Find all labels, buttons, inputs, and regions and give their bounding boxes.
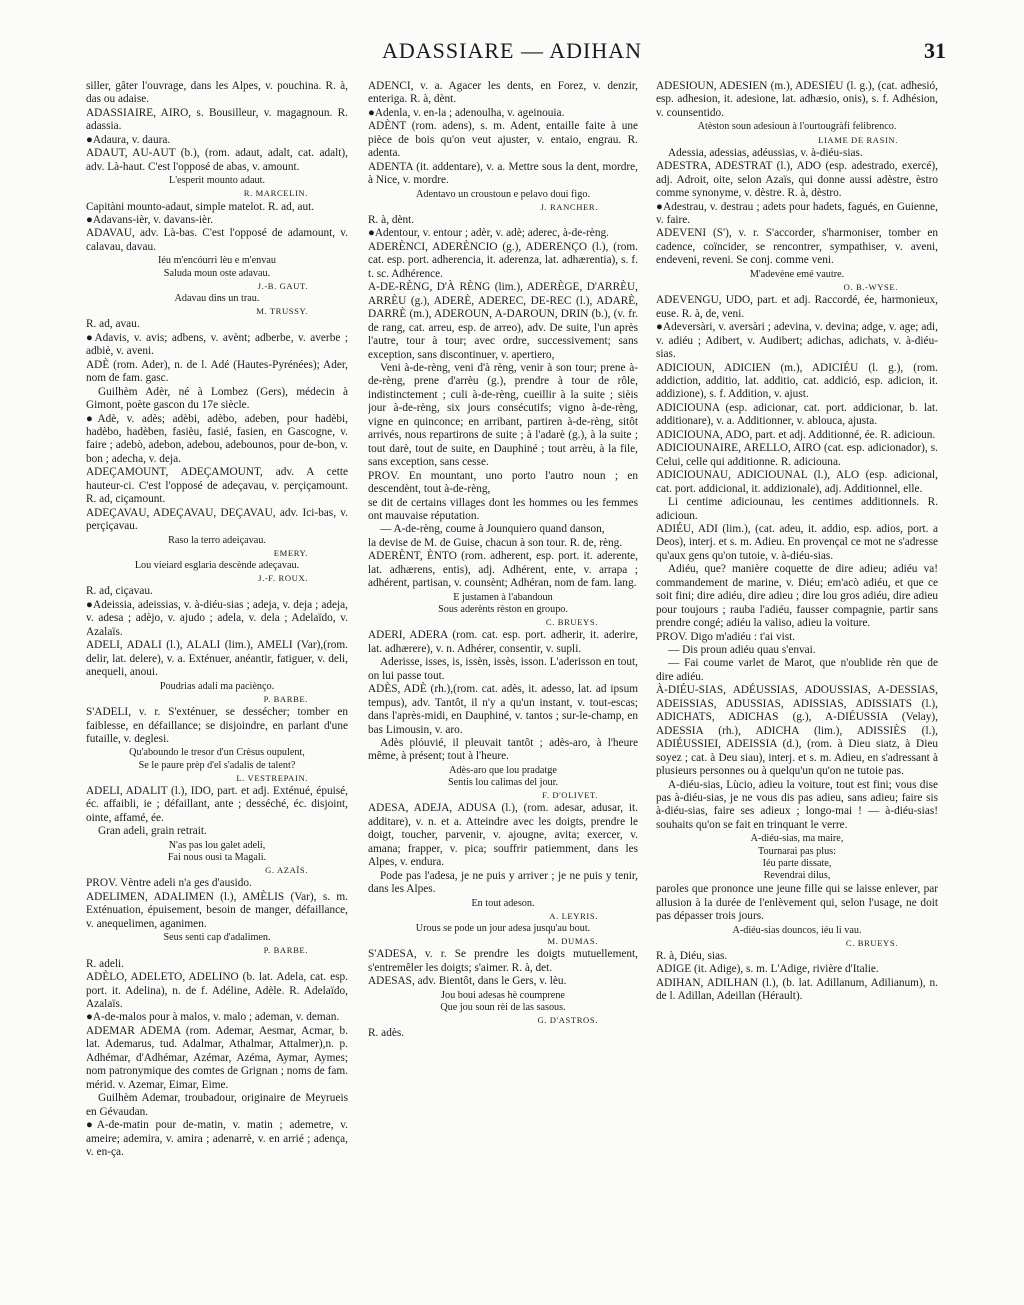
dictionary-entry: ADAUT, AU-AUT (b.), (rom. adaut, adalt, cat. adalt), adv. Là-haut. C'est l'opposé de abas, v. amount. bbox=[86, 147, 348, 173]
dictionary-entry: R. ad, avau. bbox=[86, 318, 140, 331]
dictionary-entry: A-diéu-sias, Lùcio, adieu la voiture, tout est fini; vous dise pas à-diéu-sias, je ne vous dis pas adieu, sans adieu; faire sis à-diéu-sias, faire ses adieux ; longo-mai ! — à-diéu-sias! souhaits qu'on se fait en trinquant le verre. bbox=[656, 778, 938, 831]
quote-line: Tournarai pas plus: bbox=[758, 845, 836, 857]
quote-line: A-diéu-sias, ma maire, bbox=[750, 833, 844, 845]
quote-author: J.-F. ROUX. bbox=[258, 573, 308, 584]
quote-line: N'as pas lou galet adeli, bbox=[168, 839, 266, 851]
quote-author: M. TRUSSY. bbox=[256, 306, 308, 317]
dictionary-entry: ●Adentour, v. entour ; adèr, v. adè; aderec, à-de-rèng. bbox=[368, 227, 609, 240]
quote-author: A. LEYRIS. bbox=[549, 910, 598, 921]
quote-author: P. BARBE. bbox=[263, 945, 308, 956]
quote-line: M'adevène emé vautre. bbox=[749, 268, 845, 280]
dictionary-entry: ADESAS, adv. Bientôt, dans le Gers, v. lèu. bbox=[368, 975, 567, 988]
dictionary-entry: ●Adeissia, adeissias, v. à-diéu-sias ; adeja, v. deja ; adeja, v. adesa ; adèjo, v. ajudo ; adela, v. dela ; Adelaïdo, v. Azalaïs. bbox=[86, 598, 348, 638]
dictionary-entry: ADELIMEN, ADALIMEN (l.), AMÈLIS (Var), s. m. Exténuation, épuisement, besoin de manger, défaillance, v. anequelimen, aganimen. bbox=[86, 890, 348, 930]
quote-author: G. AZAÏS. bbox=[265, 865, 308, 876]
dictionary-entry: R. ad, ciçavau. bbox=[86, 585, 153, 598]
dictionary-entry: ADESA, ADEJA, ADUSA (l.), (rom. adesar, adusar, it. additare), v. n. et a. Atteindre avec les doigts, prendre le doigt, toucher, parvenir, v. ajougne, avita; exercer, v. amana; frapper, v. pica; souffrir patiemment, dans les Alpes, v. endura. bbox=[368, 802, 638, 869]
quote-line: Jou boui adesas hè coumprene bbox=[441, 989, 565, 1001]
dictionary-entry: siller, gâter l'ouvrage, dans les Alpes, v. pouchina. R. à, das ou adaise. bbox=[86, 80, 348, 106]
quote-author: L. VESTREPAIN. bbox=[236, 772, 308, 783]
citation-quote bbox=[368, 592, 638, 629]
dictionary-entry: Capitàni mounto-adaut, simple matelot. R. ad, aut. bbox=[86, 200, 315, 213]
citation-quote bbox=[86, 932, 348, 956]
quote-line: Iéu parte dissate, bbox=[762, 857, 832, 869]
dictionary-entry: ADÈLO, ADELETO, ADELINO (b. lat. Adela, cat. esp. port. it. Adelina), n. de f. Adéline, Adèle. R. Adelaïdo, Azalaïs. bbox=[86, 971, 348, 1011]
dictionary-entry: Veni à-de-rèng, veni d'à rèng, venir à son tour; prene à-de-rèng, prene d'arrèu (g.), prendre à tour de rôle, indistinctement ; culi à-de-rèng, cueillir à la suite ; sièis jour à-de-rèng, six jours consécutifs; vigno à-de-rèng, vigne en quinconce; en arribant, partiren à-de-rèng, sitôt arrivés, nous repartirons de suite ; à l'adarè (g.), à la suite ; tout darè, tout de suite, en Dauphiné ; tout arrèu, à la file, sans exception, sans cesse. bbox=[368, 362, 638, 469]
dictionary-entry: la devise de M. de Guise, chacun à son tour. R. de, rèng. bbox=[368, 536, 623, 549]
dictionary-entry: R. adeli. bbox=[86, 957, 124, 970]
dictionary-entry: R. à, Diéu, sias. bbox=[656, 949, 728, 962]
citation-quote bbox=[86, 255, 348, 292]
dictionary-entry: ADÈNT (rom. adens), s. m. Adent, entaille faite à une pièce de bois qu'on veut ajuster, v. entaio, engrau. R. adenta. bbox=[368, 120, 638, 160]
citation-quote bbox=[656, 925, 938, 949]
dictionary-entry: ADASSIAIRE, AIRO, s. Bousilleur, v. magagnoun. R. adassia. bbox=[86, 106, 348, 133]
page-header bbox=[0, 38, 1024, 68]
citation-quote bbox=[86, 747, 348, 784]
quote-author: C. BRUEYS. bbox=[545, 617, 598, 628]
dictionary-entry: Adiéu, que? manière coquette de dire adieu; adiéu va! commandement de marine, v. Diéu; em'acò adiéu, et que ce soit fini; dire adiéu, dire adieu ; dire lou gros adiéu, dire adieu pour toujours ; rauba l'adiéu, fausser compagnie, partir sans prendre congé; adiéu la valiso, adieu la voiture. bbox=[656, 563, 938, 630]
quote-author: M. DUMAS. bbox=[547, 936, 598, 947]
citation-quote bbox=[86, 293, 348, 317]
dictionary-entry: ADERÈNT, ÈNTO (rom. adherent, esp. port. it. aderente, lat. adhærens, entis), adj. Adhérent, ente, v. arrapa ; adhérent, partisan, v. counsènt; Adhéran, nom de fam. lang. bbox=[368, 550, 638, 590]
dictionary-entry: ADEMAR ADEMA (rom. Ademar, Aesmar, Acmar, b. lat. Ademarus, tud. Adalmar, Athalmar, Attalmer),n. p. Adhémar, d'Adhémar, Azémar, Azéma, Aymar, Aymes; nom patronymique des comtes de Grignan ; noms de fam. mérid. v. Azemar, Eimar, Eime. bbox=[86, 1024, 348, 1091]
dictionary-entry: Pode pas l'adesa, je ne puis y arriver ; je ne puis y tenir, dans les Alpes. bbox=[368, 869, 638, 896]
quote-line: Urous se pode un jour adesa jusqu'au bout. bbox=[415, 923, 591, 935]
column-right bbox=[656, 80, 938, 1290]
dictionary-entry: S'ADESA, v. r. Se prendre les doigts mutuellement, s'entremêler les doigts; s'aimer. R. à, det. bbox=[368, 948, 638, 974]
quote-author: J. RANCHER. bbox=[540, 201, 598, 212]
dictionary-entry: Li centime adiciounau, les centimes additionnels. R. adicioun. bbox=[656, 496, 938, 522]
citation-quote bbox=[86, 840, 348, 877]
dictionary-entry: Aderisse, isses, is, issèn, issès, isson. L'aderisson en tout, on lui passe tout. bbox=[368, 656, 638, 682]
citation-quote bbox=[368, 898, 638, 922]
dictionary-entry: PROV. En mountant, uno porto l'autro noun ; en descendènt, tout à-de-rèng, bbox=[368, 469, 638, 496]
quote-line: Iéu m'encóurri lèu e m'envau bbox=[158, 255, 276, 267]
dictionary-entry: ADÈ (rom. Ader), n. de l. Adé (Hautes-Pyrénées); Ader, nom de fam. gasc. bbox=[86, 358, 348, 385]
dictionary-entry: se dit de certains villages dont les hommes ou les femmes ont mauvaise réputation. bbox=[368, 496, 638, 522]
quote-line: Raso la terro adeiçavau. bbox=[168, 534, 266, 546]
quote-line: Qu'aboundo le tresor d'un Crèsus oupulent, bbox=[129, 747, 305, 759]
quote-author: F. D'OLIVET. bbox=[542, 790, 598, 801]
citation-quote bbox=[368, 990, 638, 1027]
running-title: ADASSIARE — ADIHAN bbox=[381, 38, 642, 63]
dictionary-entry: ADEÇAVAU, ADEÇAVAU, DEÇAVAU, adv. Ici-bas, v. perçiçavau. bbox=[86, 506, 348, 533]
quote-line: L'esperit mounto adaut. bbox=[168, 175, 266, 187]
quote-author: J.-B. GAUT. bbox=[257, 280, 308, 291]
dictionary-entry: ADICIOUNA, ADO, part. et adj. Additionné, ée. R. adicioun. bbox=[656, 428, 936, 441]
dictionary-entry: ADESTRA, ADESTRAT (l.), ADO (esp. adestrado, exercé), adj. Adroit, oite, selon Azaïs, qui donne aussi adèstre, èstro comme synonyme, v. dèstre. R. à, dèstro. bbox=[656, 160, 938, 200]
dictionary-entry: ADIÉU, ADI (lim.), (cat. adeu, it. addio, esp. adios, port. a Deos), interj. et s. m. Adieu. En provençal ce mot ne s'adresse qu'aux gens qu'on tutoie, v. à-diéu-sias. bbox=[656, 522, 938, 562]
dictionary-entry: ADÈS, ADÈ (rh.),(rom. cat. adès, it. adesso, lat. ad ipsum tempus), adv. Tantôt, il n'y a qu'un instant, v. tout-escas; dans l'après-midi, en Dauphiné, v. tantos ; sur-le-champ, en bas Limousin, v. aro. bbox=[368, 683, 638, 736]
dictionary-entry: ●A-de-matin pour de-matin, v. matin ; ademetre, v. ameire; ademira, v. amira ; adenarrè, v. en arrié ; adença, v. en-ça. bbox=[86, 1119, 348, 1158]
quote-line: Poudrias adali ma paciènço. bbox=[159, 680, 275, 692]
dictionary-entry: ADICIOUN, ADICIEN (m.), ADICIÉU (l. g.), (rom. addiction, additio, lat. additio, cat. addició, esp. adicion, it. addizione), s. f. Addition, v. ajust. bbox=[656, 361, 938, 401]
dictionary-entry: ADICIOUNAIRE, ARELLO, AIRO (cat. esp. adicionador), s. Celui, celle qui additionne. R. adiciouna. bbox=[656, 442, 938, 468]
quote-line: Seus senti cap d'adalimen. bbox=[163, 932, 271, 944]
column-middle bbox=[368, 80, 638, 1290]
dictionary-entry: ADAVAU, adv. Là-bas. C'est l'opposé de adamount, v. calavau, davau. bbox=[86, 227, 348, 253]
column-left bbox=[86, 80, 348, 1290]
dictionary-entry: R. adès. bbox=[368, 1027, 405, 1040]
quote-line: Revendrai dilus, bbox=[763, 869, 831, 881]
dictionary-entry: Adès plóuvié, il pleuvait tantôt ; adès-aro, à l'heure même, à présent; tout à l'heure. bbox=[368, 736, 638, 763]
dictionary-entry: ●Adestrau, v. destrau ; adets pour hadets, fagués, en Guienne, v. faire. bbox=[656, 200, 938, 227]
dictionary-entry: ADICIOUNA (esp. adicionar, cat. port. addicionar, b. lat. additionare), v. a. Additionner, v. ablouca, ajusta. bbox=[656, 401, 938, 428]
dictionary-entry: ADICIOUNAU, ADICIOUNAL (l.), ALO (esp. adicional, cat. port. addicional, it. addizionale), adj. Additionnel, elle. bbox=[656, 469, 938, 495]
dictionary-entry: ●Adavans-ièr, v. davans-ièr. bbox=[86, 214, 214, 227]
quote-line: Lou vieiard esglaria descènde adeçavau. bbox=[134, 560, 300, 572]
quote-author: P. BARBE. bbox=[263, 693, 308, 704]
quote-line: Fai nous ousi ta Magali. bbox=[167, 852, 267, 864]
quote-author: EMERY. bbox=[273, 547, 308, 558]
dictionary-entry: R. à, dènt. bbox=[368, 214, 415, 227]
dictionary-entry: ●A-de-malos pour à malos, v. malo ; ademan, v. deman. bbox=[86, 1011, 340, 1024]
quote-author: LIAME DE RASIN. bbox=[818, 134, 898, 145]
dictionary-entry: Guilhèm Adèr, né à Lombez (Gers), médecin à Gimont, poète gascon du 17e siècle. bbox=[86, 385, 348, 412]
quote-line: Saluda moun oste adavau. bbox=[163, 267, 271, 279]
quote-author: O. B.-WYSE. bbox=[843, 282, 898, 293]
quote-line: Sentis lou calimas del jour. bbox=[447, 777, 559, 789]
quote-line: Adavau dins un trau. bbox=[174, 293, 260, 304]
dictionary-entry: ADELI, ADALI (l.), ALALI (lim.), AMELI (Var),(rom. delir, lat. delere), v. a. Exténuer, anéantir, fatiguer, v. deli, anequeli, anoui. bbox=[86, 639, 348, 679]
citation-quote bbox=[368, 923, 638, 947]
citation-quote bbox=[656, 121, 938, 145]
dictionary-entry: S'ADELI, v. r. S'exténuer, se dessécher; tomber en faiblesse, en défaillance; se disjoindre, en parlant d'une futaille, v. deglesi. bbox=[86, 706, 348, 745]
dictionary-entry: ADIGE (it. Adige), s. m. L'Adige, rivière d'Italie. bbox=[656, 963, 879, 976]
dictionary-entry: ADEÇAMOUNT, ADEÇAMOUNT, adv. A cette hauteur-ci. C'est l'opposé de adeçavau, v. perçiçamount. R. ad, ciçamount. bbox=[86, 466, 348, 506]
citation-quote bbox=[86, 681, 348, 705]
quote-line: Que jou soun rèi de las sasous. bbox=[440, 1002, 566, 1014]
quote-line: Se le paure prèp d'el s'adalis de talent? bbox=[138, 759, 296, 771]
dictionary-entry: Adessia, adessias, adéussias, v. à-diéu-sias. bbox=[668, 146, 863, 159]
dictionary-entry: A-DE-RÈNG, D'À RÈNG (lim.), ADERÈGE, D'ARRÈU, ARRÈU (g.), ADERÈ, ADEREC, DE-REC (l.), ADARÈ, DARRÈ (m.), ADEROUN, A-DAROUN, DRIN (b.), (v. fr. de rang, cat. arreu, esp. de arreo), adv. De suite, l'un après l'autre, tour à tour; avec ordre, successivement; sans exception, sans discontinuer, v. apertiero, bbox=[368, 281, 638, 361]
dictionary-entry: PROV. Vèntre adeli n'a ges d'ausido. bbox=[86, 877, 252, 890]
page-number: 31 bbox=[924, 38, 946, 63]
dictionary-entry: ●Adè, v. adès; adèbi, adèbo, adeben, pour hadèbi, hadèbo, hadèben, fasièu, fasié, fasien, en Gascogne, v. faire ; adebò, adebon, adebou, adebounos, pour de-bon, v. bon ; adecha, v. deja. bbox=[86, 412, 348, 465]
quote-line: Atèston soun adesioun à l'ourtougràfi felibrenco. bbox=[697, 121, 897, 133]
dictionary-entry: PROV. Digo m'adiéu : t'ai vist. bbox=[656, 630, 796, 643]
dictionary-entry: ●Adeversàri, v. aversàri ; adevina, v. devina; adge, v. age; adi, v. adiéu ; Adibert, v. Audibert; adichas, adichats, v. à-diéu-sias. bbox=[656, 321, 938, 361]
dictionary-entry: ADEVENI (S'), v. r. S'accorder, s'harmoniser, tomber en cadence, coïncider, se rencontrer, sympathiser, v. aveni, endeveni, reveni. Se conj. comme veni. bbox=[656, 227, 938, 267]
quote-line: Sous aderènts rèston en groupo. bbox=[438, 603, 568, 615]
citation-quote bbox=[86, 535, 348, 559]
quote-line: A-diéu-sias douncos, iéu li vau. bbox=[732, 924, 862, 936]
dictionary-entry: ADERI, ADERA (rom. cat. esp. port. adherir, it. aderire, lat. adhærere), v. n. Adhérer, consentir, v. supli. bbox=[368, 629, 638, 655]
dictionary-entry: ADESIOUN, ADESIEN (m.), ADESIÉU (l. g.), (cat. adhesió, esp. adhesion, it. adesione, lat. adhæsio, onis), s. f. Adhésion, v. counsentido. bbox=[656, 80, 938, 119]
dictionary-entry: ADENTA (it. addentare), v. a. Mettre sous la dent, mordre, à Nice, v. mordre. bbox=[368, 160, 638, 187]
quote-author: G. D'ASTROS. bbox=[537, 1015, 598, 1026]
citation-quote bbox=[656, 269, 938, 293]
dictionary-entry: Guilhèm Ademar, troubadour, originaire de Meyrueis en Gévaudan. bbox=[86, 1092, 348, 1118]
dictionary-entry: — A-de-rèng, coume à Jounquiero quand danson, bbox=[380, 523, 605, 536]
dictionary-entry: ADENCI, v. a. Agacer les dents, en Forez, v. denzir, enteriga. R. à, dènt. bbox=[368, 80, 638, 106]
dictionary-entry: paroles que prononce une jeune fille qui se laisse enlever, par allusion à la durée de l'enlèvement qui, selon l'usage, ne doit pas dépasser trois jours. bbox=[656, 883, 938, 923]
dictionary-entry: ADIHAN, ADILHAN (l.), (b. lat. Adillanum, Adilianum), n. de l. Adillan, Adeillan (Hérault). bbox=[656, 976, 938, 1003]
dictionary-entry: Gran adeli, grain retrait. bbox=[98, 825, 207, 838]
citation-quote bbox=[656, 833, 938, 882]
citation-quote bbox=[368, 765, 638, 802]
quote-line: Adès-aro que lou pradatge bbox=[449, 764, 557, 776]
quote-line: E justamen à l'abandoun bbox=[453, 591, 553, 603]
quote-line: Adentavo un croustoun e pelavo doui figo. bbox=[416, 188, 590, 200]
dictionary-entry: ADERÈNCI, ADERÈNCIO (g.), ADERENÇO (l.), (rom. cat. esp. port. adherencia, it. aderenza, lat. adhærentia), s. f. t. sc. Adhérence. bbox=[368, 240, 638, 280]
dictionary-entry: À-DIÉU-SIAS, ADÉUSSIAS, ADOUSSIAS, A-DESSIAS, ADEISSIAS, ADUSSIAS, ADISSIAS, ADISSIATS (l.), ADICHATS, ADICHAS (g.), A-DIÉUSSIA (Velay), ADESSIA (rh.), ADICHA (lim.), ADISSIÈS (l.), ADIÉUSSIEI, ADEISSIA (d.), (rom. à Dieu siatz, à Dieu soyez ; cat. à Deu siau), interj. et s. m. Adieu, en s'adressant à plusieurs personnes ou à quelqu'un qu'on ne tutoie pas. bbox=[656, 684, 938, 778]
dictionary-entry: ●Adaura, v. daura. bbox=[86, 133, 171, 146]
citation-quote bbox=[86, 560, 348, 584]
quote-line: En tout adeson. bbox=[471, 897, 535, 909]
dictionary-entry: — Dis proun adiéu quau s'envai. bbox=[668, 644, 816, 657]
dictionary-entry: ●Adenla, v. en-la ; adenoulha, v. ageinouia. bbox=[368, 106, 565, 119]
dictionary-entry: ADELI, ADALIT (l.), IDO, part. et adj. Exténué, épuisé, éc. affaibli, ie ; défaillant, ante ; desséché, éc. disjoint, ointe, affamé, ée. bbox=[86, 785, 348, 824]
quote-author: R. MARCELIN. bbox=[243, 188, 308, 199]
citation-quote bbox=[368, 189, 638, 213]
dictionary-entry: ●Adavis, v. avis; adbens, v. avènt; adberbe, v. averbe ; adbiè, v. aveni. bbox=[86, 331, 348, 358]
citation-quote bbox=[86, 175, 348, 199]
dictionary-entry: ADEVENGU, UDO, part. et adj. Raccordé, ée, harmonieux, euse. R. à, de, veni. bbox=[656, 294, 938, 320]
quote-author: C. BRUEYS. bbox=[845, 937, 898, 948]
dictionary-entry: — Fai coume varlet de Marot, que n'oublide rèn que de dire adiéu. bbox=[656, 657, 938, 683]
